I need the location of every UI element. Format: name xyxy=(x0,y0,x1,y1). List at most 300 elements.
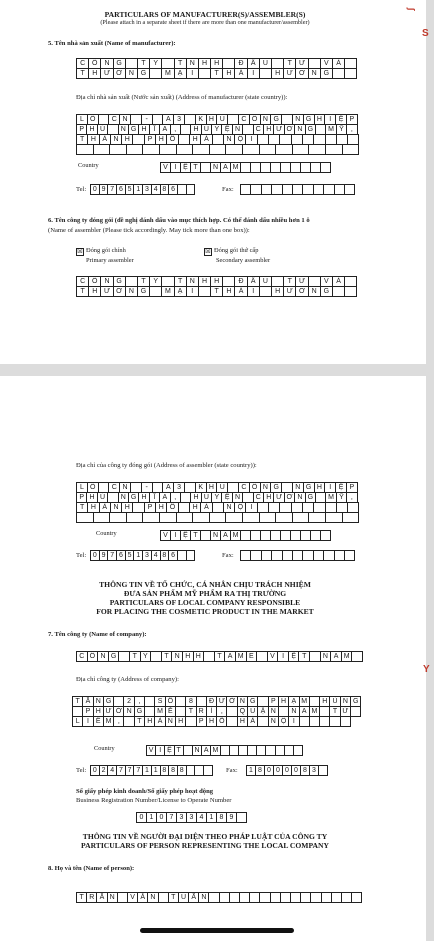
char-box xyxy=(293,145,310,155)
char-box xyxy=(261,531,271,541)
country-label: Country xyxy=(78,162,99,169)
char-box: H xyxy=(272,287,284,297)
assembler-address-row-4[interactable] xyxy=(76,512,359,523)
char-box: I xyxy=(156,746,165,756)
company-address-row-3[interactable] xyxy=(72,716,351,727)
char-box: 6 xyxy=(169,551,178,561)
char-box xyxy=(251,551,261,561)
char-box xyxy=(237,813,247,823)
char-box: N xyxy=(233,493,243,503)
char-box: C xyxy=(77,652,88,662)
char-box xyxy=(260,893,270,903)
secondary-assembler-label: Secondary assembler xyxy=(216,257,271,264)
char-box: , xyxy=(171,125,181,135)
char-box: I xyxy=(83,717,93,727)
char-box: N xyxy=(309,69,321,79)
char-box xyxy=(333,69,345,79)
char-box: C xyxy=(77,277,89,287)
char-box: V xyxy=(321,59,333,69)
tel-label: Tel: xyxy=(76,186,87,193)
char-box xyxy=(309,513,326,523)
char-box: N xyxy=(148,893,158,903)
char-box xyxy=(226,145,243,155)
char-box: N xyxy=(187,59,199,69)
char-box xyxy=(159,893,169,903)
char-box: Ĩ xyxy=(150,125,160,135)
char-box: 7 xyxy=(134,766,143,776)
char-box: N xyxy=(224,503,235,513)
char-box: 6 xyxy=(117,185,126,195)
country-label: Country xyxy=(94,745,115,752)
char-box: G xyxy=(321,287,333,297)
char-box: P xyxy=(145,503,156,513)
char-box xyxy=(291,163,301,173)
char-box: N xyxy=(101,59,113,69)
char-box: I xyxy=(187,69,199,79)
char-box xyxy=(204,766,213,776)
char-box: Y xyxy=(212,493,222,503)
char-box: T xyxy=(284,277,296,287)
char-box xyxy=(321,163,331,173)
char-box: Ô xyxy=(250,115,261,125)
char-box: G xyxy=(271,483,282,493)
char-box: 0 xyxy=(265,766,274,776)
char-box: E xyxy=(247,652,258,662)
char-box: I xyxy=(171,163,181,173)
char-box: Ố xyxy=(166,697,176,707)
representative-heading-en: PARTICULARS OF PERSON REPRESENTING THE LOCAL COMPANY xyxy=(81,841,329,850)
char-box: P xyxy=(83,707,93,717)
manufacturer-name-row-2[interactable] xyxy=(76,68,357,79)
char-box: Đ xyxy=(207,697,217,707)
char-box: N xyxy=(261,115,272,125)
char-box: 7 xyxy=(126,766,135,776)
char-box: 0 xyxy=(157,813,167,823)
fax-label: Fax: xyxy=(222,186,234,193)
char-box: H xyxy=(191,125,201,135)
person-name-row[interactable] xyxy=(76,892,362,903)
char-box: N xyxy=(309,287,321,297)
char-box xyxy=(186,717,196,727)
char-box xyxy=(314,185,324,195)
char-box: T xyxy=(77,69,89,79)
primary-assembler-checkbox[interactable]: ☒ Đóng gói chính xyxy=(77,247,126,255)
char-box xyxy=(240,893,250,903)
char-box: N xyxy=(293,483,304,493)
char-box: H xyxy=(315,483,326,493)
char-box: C xyxy=(109,115,120,125)
manufacturer-country-boxes[interactable] xyxy=(160,162,331,173)
char-box xyxy=(294,746,303,756)
char-box xyxy=(193,513,210,523)
company-tel-boxes[interactable] xyxy=(90,765,213,776)
char-box xyxy=(201,163,211,173)
char-box: P xyxy=(347,115,358,125)
char-box xyxy=(352,652,363,662)
char-box: H xyxy=(190,503,201,513)
char-box: H xyxy=(122,503,133,513)
char-box: T xyxy=(138,59,150,69)
char-box: T xyxy=(77,135,88,145)
char-box xyxy=(77,513,94,523)
country-label: Country xyxy=(96,530,117,537)
char-box: N xyxy=(193,746,202,756)
char-box: 7 xyxy=(108,551,117,561)
char-box xyxy=(326,513,343,523)
char-box: Ư xyxy=(296,277,308,287)
tel-label: Tel: xyxy=(76,552,87,559)
char-box: N xyxy=(224,135,235,145)
assembler-tel-boxes[interactable] xyxy=(90,550,195,561)
char-box: 8 xyxy=(161,185,170,195)
char-box: V xyxy=(161,531,171,541)
char-box: , xyxy=(171,493,181,503)
char-box xyxy=(110,145,127,155)
char-box: Ầ xyxy=(97,893,107,903)
char-box xyxy=(150,287,162,297)
char-box: N xyxy=(295,125,305,135)
char-box: C xyxy=(77,59,89,69)
fax-label: Fax: xyxy=(222,552,234,559)
char-box: Ê xyxy=(94,717,104,727)
char-box: S xyxy=(155,697,165,707)
char-box: V xyxy=(321,277,333,287)
char-box: G xyxy=(248,697,258,707)
char-box: Ệ xyxy=(336,115,347,125)
char-box xyxy=(291,893,301,903)
char-box: H xyxy=(320,697,330,707)
assembler-name-row-2[interactable] xyxy=(76,286,357,297)
char-box: Ư xyxy=(101,69,113,79)
char-box xyxy=(160,513,177,523)
char-box: H xyxy=(87,493,97,503)
char-box: 4 xyxy=(108,766,117,776)
char-box: M xyxy=(300,697,310,707)
char-box xyxy=(261,163,271,173)
char-box: , xyxy=(135,697,145,707)
char-box xyxy=(271,531,281,541)
secondary-assembler-checkbox[interactable]: ☒ Đóng gói thứ cấp xyxy=(205,247,259,255)
char-box: U xyxy=(248,707,258,717)
assembler-country-boxes[interactable] xyxy=(160,530,331,541)
manufacturer-address-label: Địa chỉ nhà sản xuất (Nước sản xuất) (Address of manufacturer (state country)): xyxy=(76,94,288,101)
char-box: T xyxy=(186,707,196,717)
char-box: T xyxy=(215,652,226,662)
char-box: T xyxy=(77,893,87,903)
company-fax-boxes[interactable] xyxy=(246,765,328,776)
char-box: 0 xyxy=(292,766,301,776)
char-box: Â xyxy=(248,59,260,69)
char-box: I xyxy=(246,135,257,145)
char-box: Ố xyxy=(217,717,227,727)
char-box: N xyxy=(120,115,131,125)
char-box xyxy=(345,69,357,79)
char-box: 2 xyxy=(100,766,109,776)
char-box: Ơ xyxy=(296,287,308,297)
char-box: H xyxy=(211,59,223,69)
char-box: G xyxy=(129,125,139,135)
char-box: H xyxy=(194,652,205,662)
char-box: G xyxy=(129,493,139,503)
char-box: N xyxy=(211,531,221,541)
char-box: T xyxy=(77,287,89,297)
char-box xyxy=(324,551,334,561)
char-box: T xyxy=(135,717,145,727)
manufacturer-fax-boxes[interactable] xyxy=(240,184,355,195)
company-address-label: Địa chỉ công ty (Address of company): xyxy=(76,676,179,683)
char-box: 8 xyxy=(217,813,227,823)
char-box: H xyxy=(238,717,248,727)
manufacturer-tel-boxes[interactable] xyxy=(90,184,195,195)
char-box: 0 xyxy=(137,813,147,823)
char-box: M xyxy=(162,69,174,79)
char-box: 8 xyxy=(186,697,196,707)
char-box: À xyxy=(333,277,345,287)
char-box: N xyxy=(199,893,209,903)
char-box: N xyxy=(238,697,248,707)
char-box: M xyxy=(231,163,241,173)
char-box: Ô xyxy=(89,277,101,287)
char-box: Ễ xyxy=(166,707,176,717)
char-box xyxy=(311,531,321,541)
responsible-heading-vn-2: ĐƯA SẢN PHẨM MỸ PHẨM RA THỊ TRƯỜNG xyxy=(123,589,287,598)
char-box: 6 xyxy=(169,185,178,195)
char-box: Y xyxy=(212,125,222,135)
char-box: Y xyxy=(150,277,162,287)
char-box: A xyxy=(221,163,231,173)
char-box: Ố xyxy=(167,503,178,513)
char-box: L xyxy=(77,115,88,125)
char-box: H xyxy=(156,503,167,513)
char-box xyxy=(272,185,282,195)
char-box: - xyxy=(142,483,153,493)
company-country-boxes[interactable] xyxy=(146,745,303,756)
char-box: M xyxy=(326,493,336,503)
char-box xyxy=(260,287,272,297)
char-box: M xyxy=(326,125,336,135)
char-box: V xyxy=(147,746,156,756)
char-box xyxy=(293,513,310,523)
char-box: À xyxy=(155,717,165,727)
char-box: R xyxy=(197,707,207,717)
char-box: G xyxy=(321,69,333,79)
char-box: A xyxy=(221,531,231,541)
char-box: 0 xyxy=(91,185,100,195)
char-box: 8 xyxy=(169,766,178,776)
char-box: P xyxy=(347,483,358,493)
primary-assembler-label: Primary assembler xyxy=(86,257,134,264)
char-box: Y xyxy=(141,652,152,662)
assembler-fax-boxes[interactable] xyxy=(240,550,355,561)
char-box: M xyxy=(236,652,247,662)
char-box: U xyxy=(260,277,272,287)
char-box xyxy=(281,163,291,173)
char-box: Ộ xyxy=(235,503,246,513)
char-box: T xyxy=(138,277,150,287)
form-page-1 xyxy=(0,0,426,364)
char-box: Ơ xyxy=(285,493,295,503)
char-box: C xyxy=(239,483,250,493)
char-box xyxy=(260,69,272,79)
char-box xyxy=(341,717,351,727)
char-box: H xyxy=(264,493,274,503)
char-box: H xyxy=(87,125,97,135)
char-box: C xyxy=(254,125,264,135)
char-box: M xyxy=(310,707,320,717)
char-box: N xyxy=(120,483,131,493)
char-box: Ệ xyxy=(336,483,347,493)
char-box xyxy=(209,893,219,903)
char-box: 7 xyxy=(108,185,117,195)
char-box: H xyxy=(145,717,155,727)
char-box: 3 xyxy=(174,483,185,493)
char-box: 4 xyxy=(152,551,161,561)
char-box: G xyxy=(109,652,120,662)
char-box xyxy=(127,145,144,155)
char-box: 6 xyxy=(117,551,126,561)
char-box: Ô xyxy=(89,59,101,69)
char-box: Ư xyxy=(274,125,284,135)
char-box: 3 xyxy=(177,813,187,823)
char-box: Ỹ xyxy=(337,493,347,503)
license-number-boxes[interactable] xyxy=(136,812,247,823)
char-box: A xyxy=(160,493,170,503)
char-box xyxy=(322,893,332,903)
char-box: Ạ xyxy=(175,69,187,79)
char-box xyxy=(143,513,160,523)
char-box xyxy=(241,551,251,561)
char-box xyxy=(320,717,330,727)
company-name-row[interactable] xyxy=(76,651,363,662)
char-box: Ệ xyxy=(181,531,191,541)
char-box xyxy=(332,893,342,903)
char-box: C xyxy=(109,483,120,493)
char-box: Ư xyxy=(101,287,113,297)
char-box xyxy=(118,893,128,903)
char-box xyxy=(150,69,162,79)
char-box: N xyxy=(187,277,199,287)
char-box xyxy=(283,185,293,195)
char-box: Ă xyxy=(138,893,148,903)
char-box: Ạ xyxy=(175,287,187,297)
char-box: 8 xyxy=(161,551,170,561)
char-box: 0 xyxy=(91,766,100,776)
char-box: N xyxy=(126,287,138,297)
char-box: Ơ xyxy=(114,287,126,297)
char-box xyxy=(210,513,227,523)
char-box xyxy=(303,185,313,195)
checkbox-checked-icon: ☒ xyxy=(77,249,83,255)
char-box xyxy=(110,513,127,523)
section-7-label: 7. Tên công ty (Name of company): xyxy=(48,631,147,638)
char-box xyxy=(230,746,239,756)
char-box: A xyxy=(300,707,310,717)
char-box: H xyxy=(264,125,274,135)
char-box: Ĩ xyxy=(150,493,160,503)
home-indicator[interactable] xyxy=(140,928,294,933)
char-box xyxy=(314,551,324,561)
char-box xyxy=(241,531,251,541)
char-box: N xyxy=(126,69,138,79)
char-box xyxy=(303,551,313,561)
char-box: Ỹ xyxy=(337,125,347,135)
char-box: 4 xyxy=(197,813,207,823)
char-box xyxy=(319,766,328,776)
char-box: Ạ xyxy=(289,697,299,707)
char-box: T xyxy=(211,287,223,297)
char-box: K xyxy=(196,115,207,125)
char-box xyxy=(210,145,227,155)
char-box xyxy=(330,717,340,727)
char-box: I xyxy=(187,287,199,297)
char-box: A xyxy=(202,746,211,756)
char-box xyxy=(201,531,211,541)
char-box: H xyxy=(315,115,326,125)
char-box xyxy=(345,185,355,195)
manufacturer-address-row-4[interactable] xyxy=(76,144,359,155)
char-box: , xyxy=(347,493,357,503)
char-box: H xyxy=(139,125,149,135)
char-box: 8 xyxy=(301,766,310,776)
char-box: U xyxy=(217,483,228,493)
char-box xyxy=(283,551,293,561)
char-box: Ừ xyxy=(341,707,351,717)
char-box xyxy=(220,893,230,903)
char-box: Ơ xyxy=(285,125,295,135)
char-box xyxy=(326,145,343,155)
char-box: 9 xyxy=(100,185,109,195)
char-box: G xyxy=(138,287,150,297)
char-box: N xyxy=(124,707,134,717)
char-box: U xyxy=(179,893,189,903)
char-box: G xyxy=(351,697,361,707)
char-box: Ư xyxy=(104,707,114,717)
char-box: Ú xyxy=(98,125,108,135)
char-box: 7 xyxy=(117,766,126,776)
representative-heading-vn: THÔNG TIN VỀ NGƯỜI ĐẠI DIỆN THEO PHÁP LUẬT CỦA CÔNG TY xyxy=(82,832,328,841)
char-box xyxy=(195,766,204,776)
tel-label: Tel: xyxy=(76,767,87,774)
char-box xyxy=(257,746,266,756)
char-box: 3 xyxy=(174,115,185,125)
char-box: T xyxy=(73,697,83,707)
char-box xyxy=(257,652,268,662)
char-box xyxy=(343,145,360,155)
char-box: V xyxy=(268,652,279,662)
char-box xyxy=(243,145,260,155)
char-box: T xyxy=(77,503,88,513)
char-box: T xyxy=(175,59,187,69)
char-box xyxy=(248,746,257,756)
char-box: 0 xyxy=(91,551,100,561)
char-box: Ộ xyxy=(279,717,289,727)
char-box xyxy=(293,551,303,561)
char-box xyxy=(226,513,243,523)
char-box: H xyxy=(156,135,167,145)
char-box xyxy=(301,893,311,903)
char-box: I xyxy=(325,483,336,493)
char-box: N xyxy=(321,652,332,662)
char-box xyxy=(281,893,291,903)
char-box: N xyxy=(233,125,243,135)
char-box: U xyxy=(260,59,272,69)
char-box: Q xyxy=(238,707,248,717)
char-box: 1 xyxy=(247,766,256,776)
char-box: Ư xyxy=(284,69,296,79)
char-box: V xyxy=(161,163,171,173)
assembler-address-label: Địa chỉ của công ty đóng gói (Address of assembler (state country)): xyxy=(76,462,257,469)
char-box xyxy=(310,717,320,727)
